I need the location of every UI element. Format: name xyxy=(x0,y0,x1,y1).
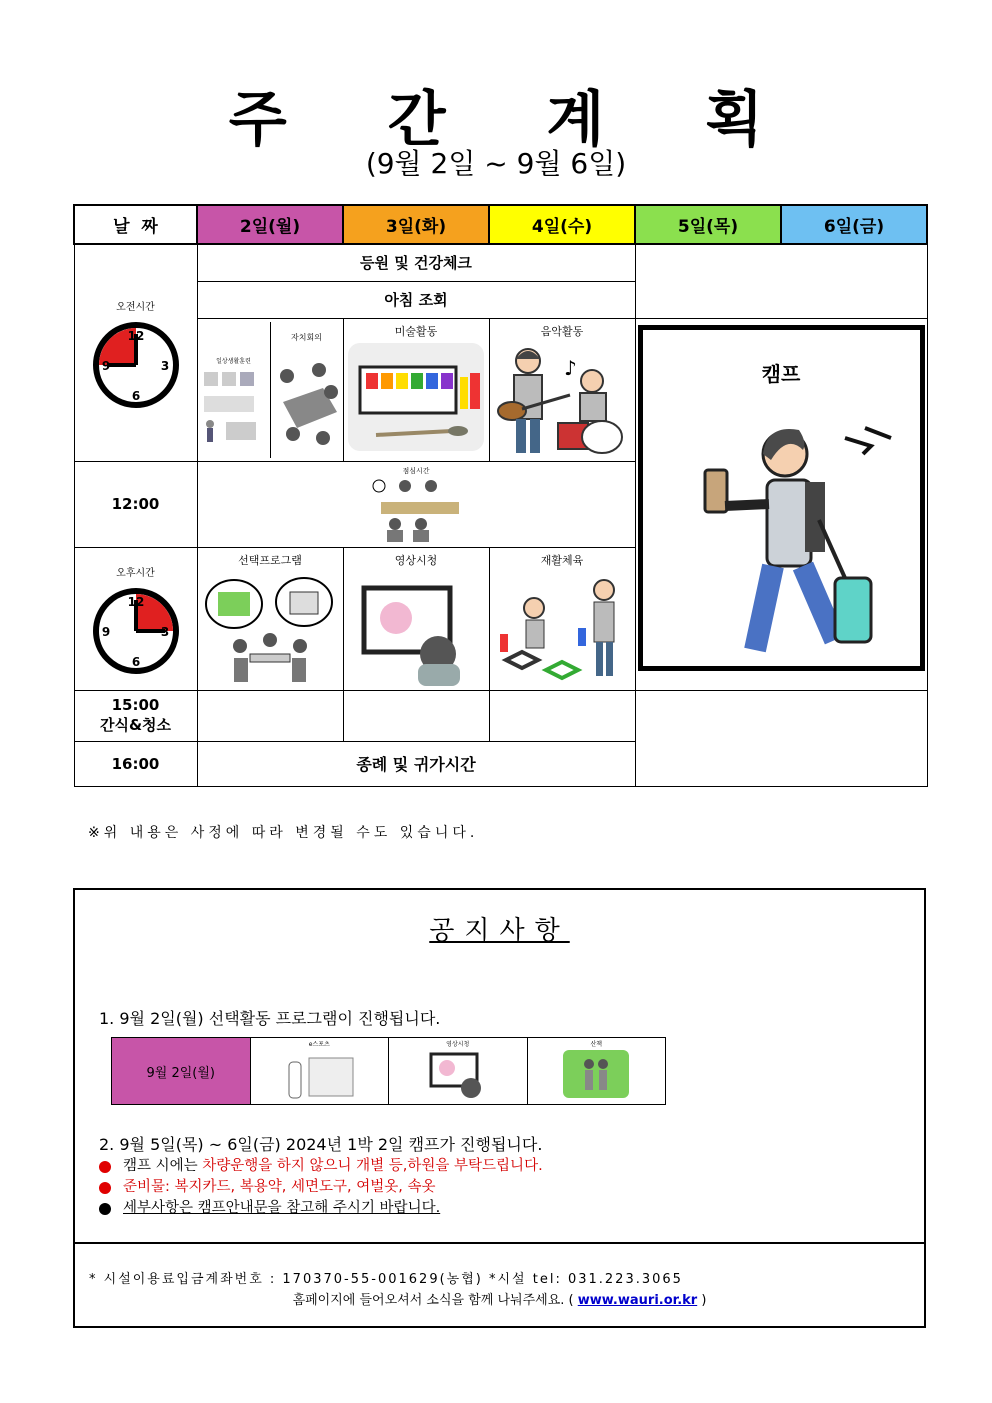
bullet-row-2 xyxy=(99,1177,543,1198)
noon-time: 12:00 xyxy=(74,461,197,547)
camp-blank-bottom xyxy=(635,690,927,786)
end-cell: 종례 및 귀가시간 xyxy=(197,741,635,786)
bullet-2-text: 준비물: 복지카드, 복용약, 세면도구, 여벌옷, 속옷 xyxy=(123,1179,436,1195)
daily-training-label: 일상생활훈련 xyxy=(216,357,251,365)
pe-exercise-icon xyxy=(492,568,632,686)
notice-box xyxy=(73,888,926,1328)
snack-cell xyxy=(74,690,197,741)
snack-tue xyxy=(343,690,489,741)
bullet-3-text: 세부사항은 캠프안내문을 참고해 주시기 바랍니다. xyxy=(123,1200,441,1216)
video-mini-icon xyxy=(423,1048,493,1100)
select-activity-date: 9월 2일(월) xyxy=(112,1038,251,1105)
morning-label: 오전시간 xyxy=(116,301,155,313)
daily-training-icon xyxy=(200,366,268,446)
daily-self-cell xyxy=(197,318,343,461)
clock-3-icon xyxy=(91,586,181,676)
afternoon-cell xyxy=(74,547,197,690)
bullet-row-1 xyxy=(99,1156,543,1177)
game-console-icon xyxy=(279,1048,359,1100)
esports-label: e스포츠 xyxy=(308,1040,330,1048)
video-label: 영상시청 xyxy=(394,553,438,567)
music-band-icon xyxy=(492,339,632,457)
bullet-1-prefix: 캠프 시에는 xyxy=(123,1158,203,1174)
lunch-table-icon xyxy=(371,476,461,542)
daily-training-pane xyxy=(198,322,271,458)
esports-cell xyxy=(250,1038,389,1105)
video-cell xyxy=(343,547,489,690)
day-thu: 5일(목) xyxy=(635,205,781,244)
header-row xyxy=(74,205,927,244)
camp-blank-top xyxy=(635,244,927,318)
select-activity-table xyxy=(111,1037,666,1105)
walk-cell xyxy=(527,1038,666,1105)
end-time: 16:00 xyxy=(74,741,197,786)
svg-text:6: 6 xyxy=(131,388,140,403)
meeting-people-icon xyxy=(273,352,341,452)
date-header: 날 짜 xyxy=(74,205,197,244)
svg-text:12: 12 xyxy=(127,594,144,609)
svg-text:♪: ♪ xyxy=(564,355,577,380)
music-cell xyxy=(489,318,635,461)
art-cell xyxy=(343,318,489,461)
clock-9-icon xyxy=(91,320,181,410)
arrival-cell: 등원 및 건강체크 xyxy=(197,244,635,281)
lunch-label: 점심시간 xyxy=(402,466,430,475)
select-program-label: 선택프로그램 xyxy=(238,553,302,567)
camp-box xyxy=(638,325,925,671)
svg-text:3: 3 xyxy=(160,358,169,373)
snack-time: 15:00 xyxy=(111,696,160,714)
red-bullet-icon xyxy=(99,1161,111,1173)
pe-label: 재활체육 xyxy=(540,553,584,567)
paint-set-icon xyxy=(346,339,486,454)
pe-cell xyxy=(489,547,635,690)
svg-text:9: 9 xyxy=(101,624,110,639)
day-tue: 3일(화) xyxy=(343,205,489,244)
camp-details xyxy=(99,1156,543,1219)
afternoon-label: 오후시간 xyxy=(116,567,155,579)
snack-wed xyxy=(489,690,635,741)
weekly-schedule-table xyxy=(73,204,928,787)
day-mon: 2일(월) xyxy=(197,205,343,244)
walk-icon xyxy=(561,1048,631,1100)
select-program-icon xyxy=(200,568,340,686)
svg-text:3: 3 xyxy=(160,624,169,639)
svg-text:12: 12 xyxy=(127,328,144,343)
notice-item-1: 1. 9월 2일(월) 선택활동 프로그램이 진행됩니다. xyxy=(99,1009,441,1028)
self-meeting-pane xyxy=(271,322,343,458)
change-note: ※위 내용은 사정에 따라 변경될 수도 있습니다. xyxy=(88,825,479,841)
snack-label: 간식&청소 xyxy=(99,716,172,734)
notice-title: 공지사항 xyxy=(429,916,570,946)
red-bullet-icon xyxy=(99,1182,111,1194)
bullet-1-text: 차량운행을 하지 않으니 개별 등,하원을 부탁드립니다. xyxy=(202,1158,543,1174)
page-subtitle: (9월 2일 ~ 9월 6일) xyxy=(365,147,627,180)
morning-meeting-cell: 아침 조회 xyxy=(197,281,635,318)
traveler-icon xyxy=(695,410,895,660)
bullet-row-3 xyxy=(99,1198,543,1219)
day-wed: 4일(수) xyxy=(489,205,635,244)
day-fri: 6일(금) xyxy=(781,205,927,244)
video-watching-icon xyxy=(346,568,486,686)
music-label: 음악활동 xyxy=(540,324,584,338)
camp-cell xyxy=(635,318,927,690)
black-bullet-icon xyxy=(99,1203,111,1215)
video-mini-cell xyxy=(389,1038,528,1105)
self-meeting-label: 자치회의 xyxy=(291,332,322,342)
svg-text:6: 6 xyxy=(131,654,140,669)
footer xyxy=(75,1242,924,1308)
camp-label: 캠프 xyxy=(761,361,801,386)
homepage-line xyxy=(75,1289,924,1308)
homepage-link[interactable]: www.wauri.or.kr xyxy=(577,1293,698,1308)
page-title: 주 간 계 획 xyxy=(228,85,804,155)
lunch-cell xyxy=(197,461,635,547)
svg-text:9: 9 xyxy=(101,358,110,373)
homepage-suffix: ) xyxy=(697,1293,707,1308)
morning-cell xyxy=(74,244,197,461)
notice-item-2: 2. 9월 5일(목) ~ 6일(금) 2024년 1박 2일 캠프가 진행됩니다. xyxy=(99,1135,543,1154)
art-label: 미술활동 xyxy=(394,324,438,338)
snack-mon xyxy=(197,690,343,741)
walk-label: 산책 xyxy=(590,1040,603,1048)
select-program-cell xyxy=(197,547,343,690)
account-info: * 시설이용료입금계좌번호 : 170370-55-001629(농협) *시설 tel: 031.223.3065 xyxy=(89,1272,683,1287)
video-mini-label: 영상시청 xyxy=(446,1040,470,1048)
homepage-prefix: 홈페이지에 들어오셔서 소식을 함께 나눠주세요. ( xyxy=(292,1293,578,1308)
